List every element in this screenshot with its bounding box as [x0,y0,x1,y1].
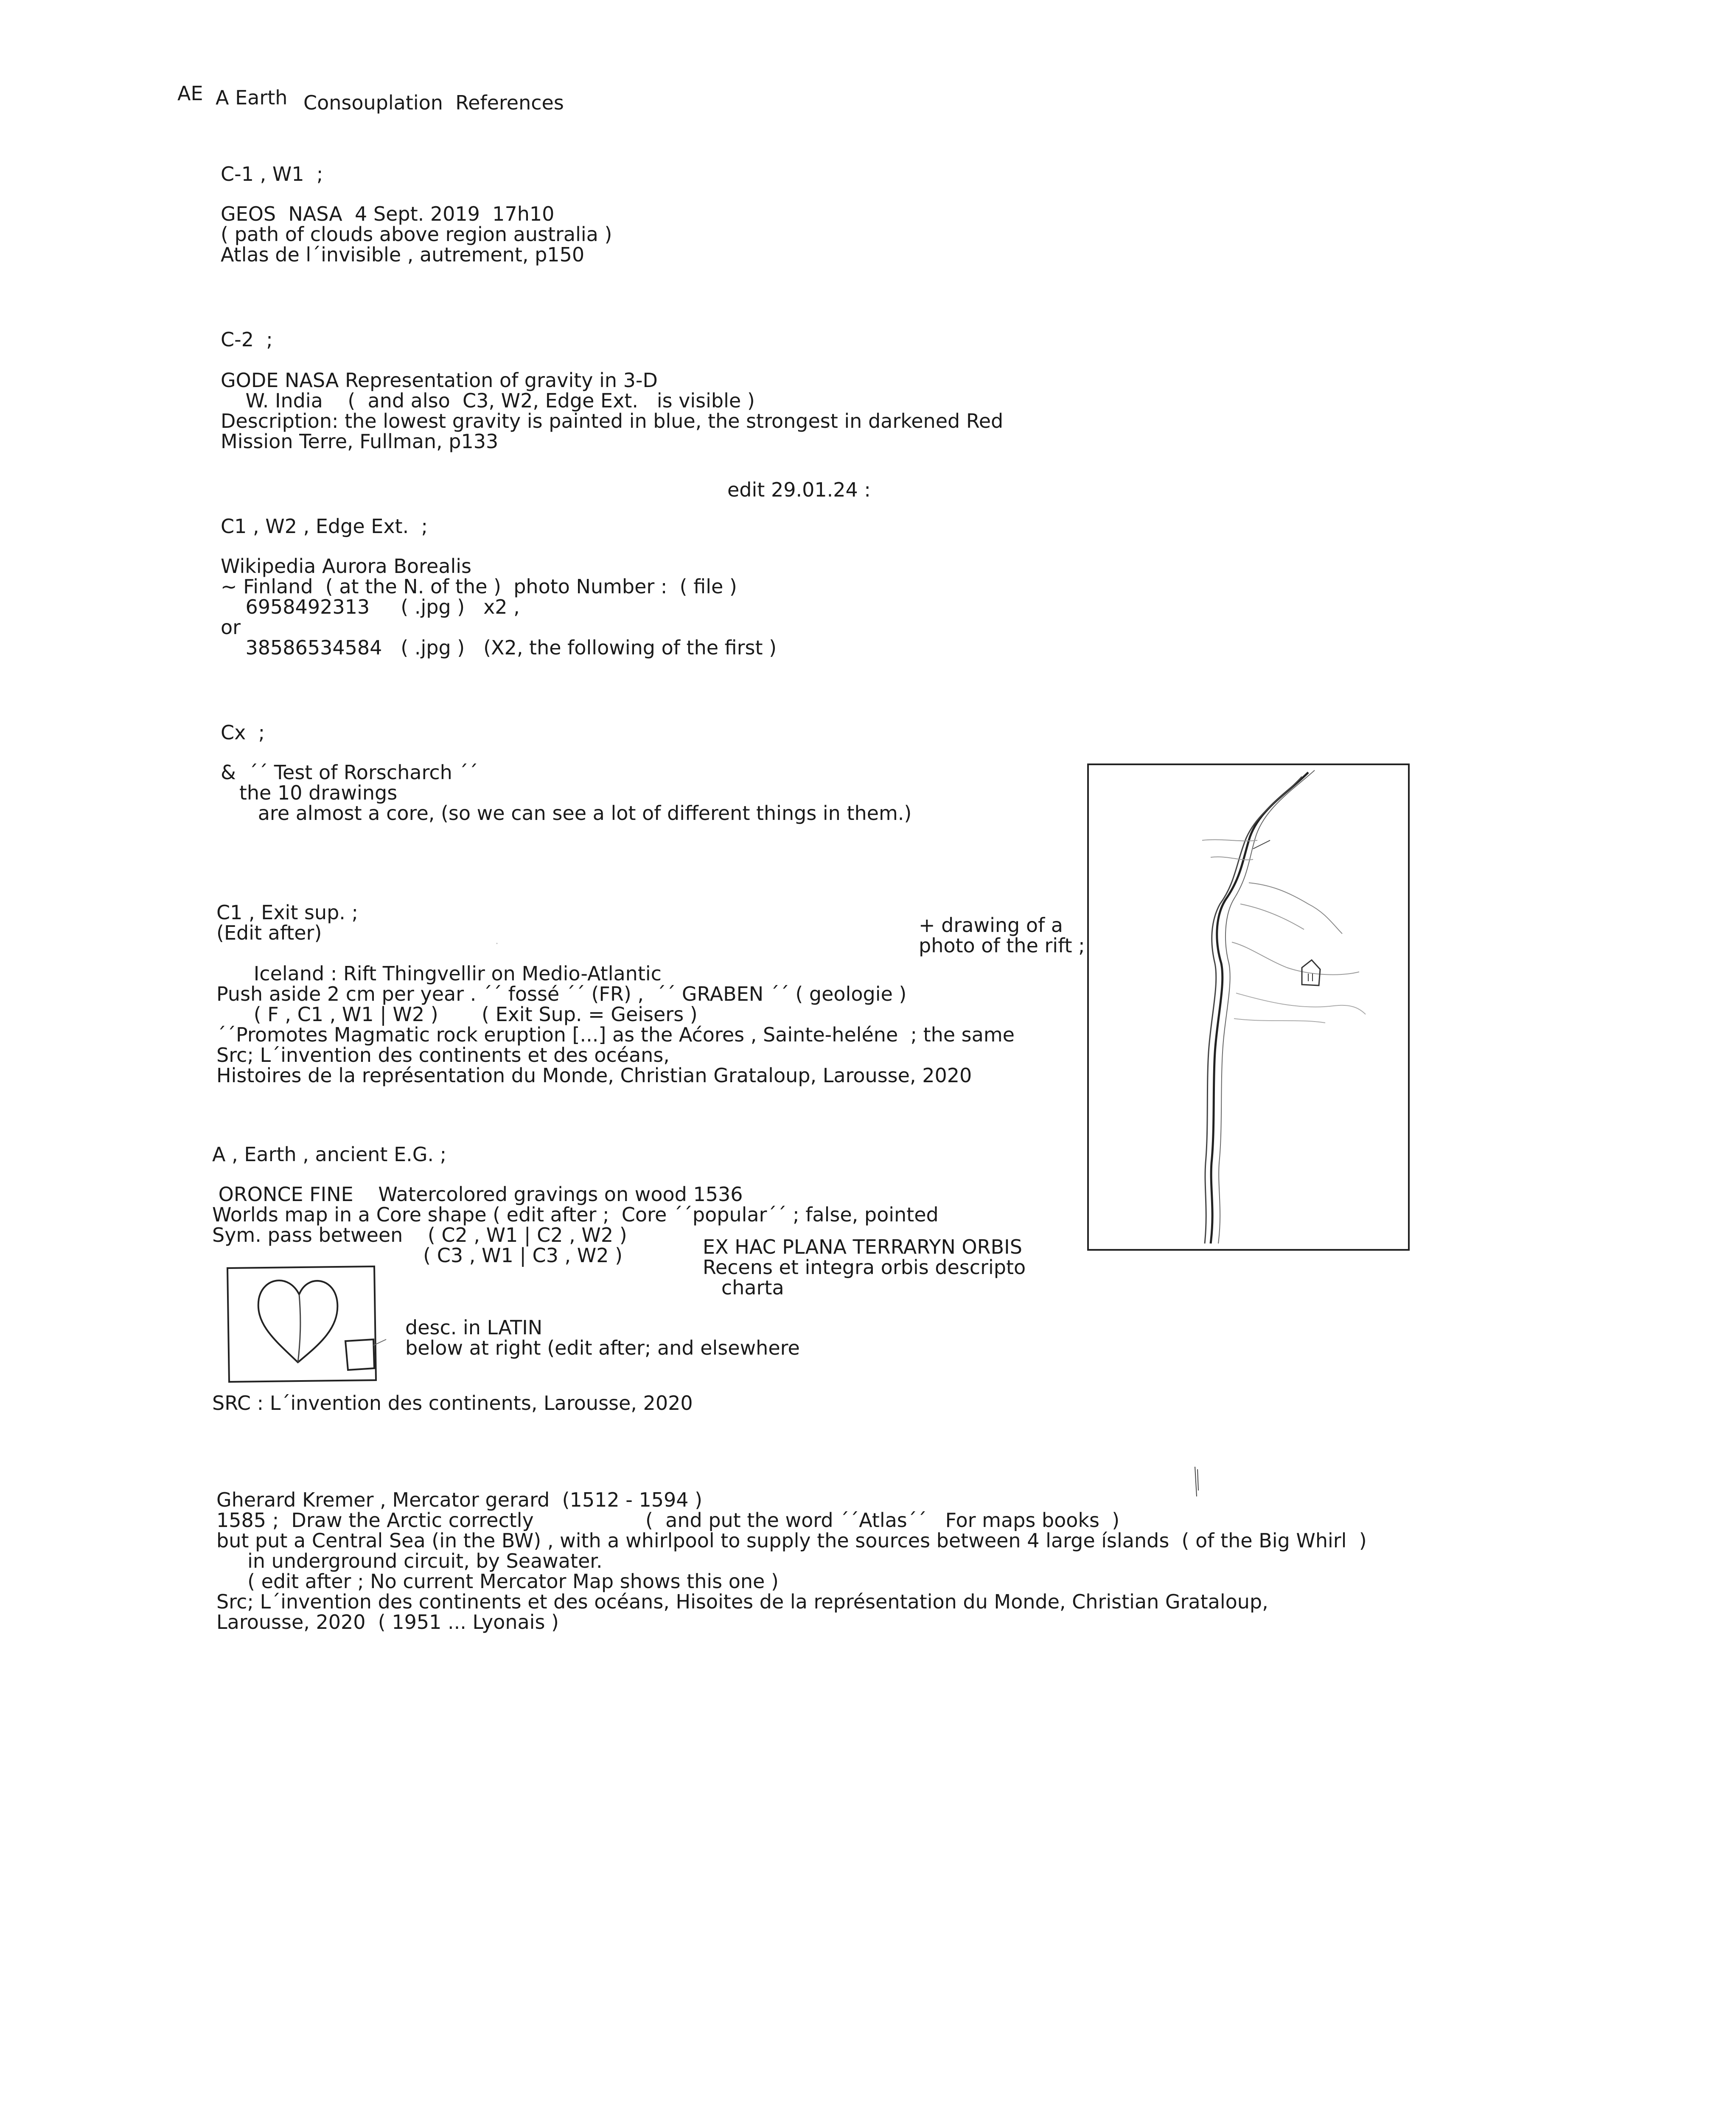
text-line: Description: the lowest gravity is painted in blue, the strongest in darkened Red [221,410,1004,432]
text-line: the 10 drawings [221,781,398,804]
text-line: charta [703,1276,784,1299]
latin-description [405,1317,800,1358]
text-line: ( C3 , W1 | C3 , W2 ) [212,1244,623,1267]
text-line: 6958492313 ( .jpg ) x2 , [221,595,520,618]
text-line: Sym. pass between ( C2 , W1 | C2 , W2 ) [212,1224,627,1246]
section-5-body [216,963,1015,1086]
text-line: 38586534584 ( .jpg ) (X2, the following of the first ) [221,636,777,659]
section-7-body [216,1490,1367,1632]
text-line: ( path of clouds above region australia ) [221,223,612,246]
text-line: + drawing of a [919,914,1063,937]
section-3-body [221,556,777,658]
dot-mark [496,942,498,945]
text-line: Worlds map in a Core shape ( edit after ; Core ´´popular´´ ; false, pointed [212,1203,939,1226]
text-line: but put a Central Sea (in the BW) , with a whirlpool to supply the sources between 4 large íslands ( of the Big Whirl ) [216,1529,1367,1552]
text-line: in underground circuit, by Seawater. [216,1549,603,1572]
text-line: are almost a core, (so we can see a lot of different things in them.) [221,802,912,825]
section-5-sub: (Edit after) [216,921,322,944]
rift-drawing [1088,764,1410,1251]
text-line: or [221,616,241,639]
latin-inscription [703,1237,1026,1298]
text-line: GODE NASA Representation of gravity in 3-D [221,369,658,392]
text-line: Src; L´invention des continents et des océans, Hisoites de la représentation du Monde, Christian Grataloup, [216,1590,1268,1613]
text-line: desc. in LATIN [405,1316,543,1339]
section-6-source: SRC : L´invention des continents, Larousse, 2020 [212,1392,693,1415]
text-line: photo of the rift ; [919,934,1085,957]
text-line: Histoires de la représentation du Monde, Christian Grataloup, Larousse, 2020 [216,1064,972,1087]
section-2-body [221,370,1003,452]
text-line: below at right (edit after; and elsewhere [405,1336,800,1359]
text-line: Push aside 2 cm per year . ´´ fossé ´´ (FR) , ´´ GRABEN ´´ ( geologie ) [216,982,907,1005]
section-1-body [221,204,612,265]
text-line: ( edit after ; No current Mercator Map shows this one ) [216,1570,779,1593]
text-line: Recens et integra orbis descripto [703,1256,1026,1279]
text-line: Gherard Kremer , Mercator gerard (1512 - 1594 ) [216,1488,703,1511]
text-line: Larousse, 2020 ( 1951 ... Lyonais ) [216,1611,559,1634]
text-line: Atlas de l´invisible , autrement, p150 [221,243,585,266]
edit-note: edit 29.01.24 : [727,478,871,501]
text-line: GEOS NASA 4 Sept. 2019 17h10 [221,202,555,225]
text-line: ORONCE FINE Watercolored gravings on wood 1536 [212,1183,743,1206]
text-line: ( F , C1 , W1 | W2 ) ( Exit Sup. = Geisers ) [216,1003,698,1026]
text-line: EX HAC PLANA TERRARYN ORBIS [703,1235,1022,1258]
text-line: Mission Terre, Fullman, p133 [221,430,499,453]
section-1-heading: C-1 , W1 ; [221,163,323,185]
text-line: Wikipedia Aurora Borealis [221,555,471,578]
section-2-heading: C-2 ; [221,328,273,351]
text-line: ´´Promotes Magmatic rock eruption [...] as the Aćores , Sainte-heléne ; the same [216,1023,1015,1046]
text-line: W. India ( and also C3, W2, Edge Ext. is visible ) [221,389,755,412]
section-4-body [221,762,911,823]
section-5-heading: C1 , Exit sup. ; [216,901,359,924]
text-line: & ´´ Test of Rorscharch ´´ [221,761,478,784]
heart-map-sketch [225,1265,386,1384]
section-6-heading: A , Earth , ancient E.G. ; [212,1143,447,1166]
section-3-heading: C1 , W2 , Edge Ext. ; [221,515,428,538]
section-4-heading: Cx ; [221,721,265,744]
header-ae: AE [177,82,203,105]
text-line: Src; L´invention des continents et des océans, [216,1044,670,1067]
header-earth: A Earth [216,86,288,109]
text-line: ~ Finland ( at the N. of the ) photo Number : ( file ) [221,575,737,598]
text-line: Iceland : Rift Thingvellir on Medio-Atlantic [216,962,662,985]
text-line: 1585 ; Draw the Arctic correctly ( and put the word ´´Atlas´´ For maps books ) [216,1509,1120,1532]
drawing-caption [919,915,1085,956]
page-title: Consouplation References [303,91,564,114]
